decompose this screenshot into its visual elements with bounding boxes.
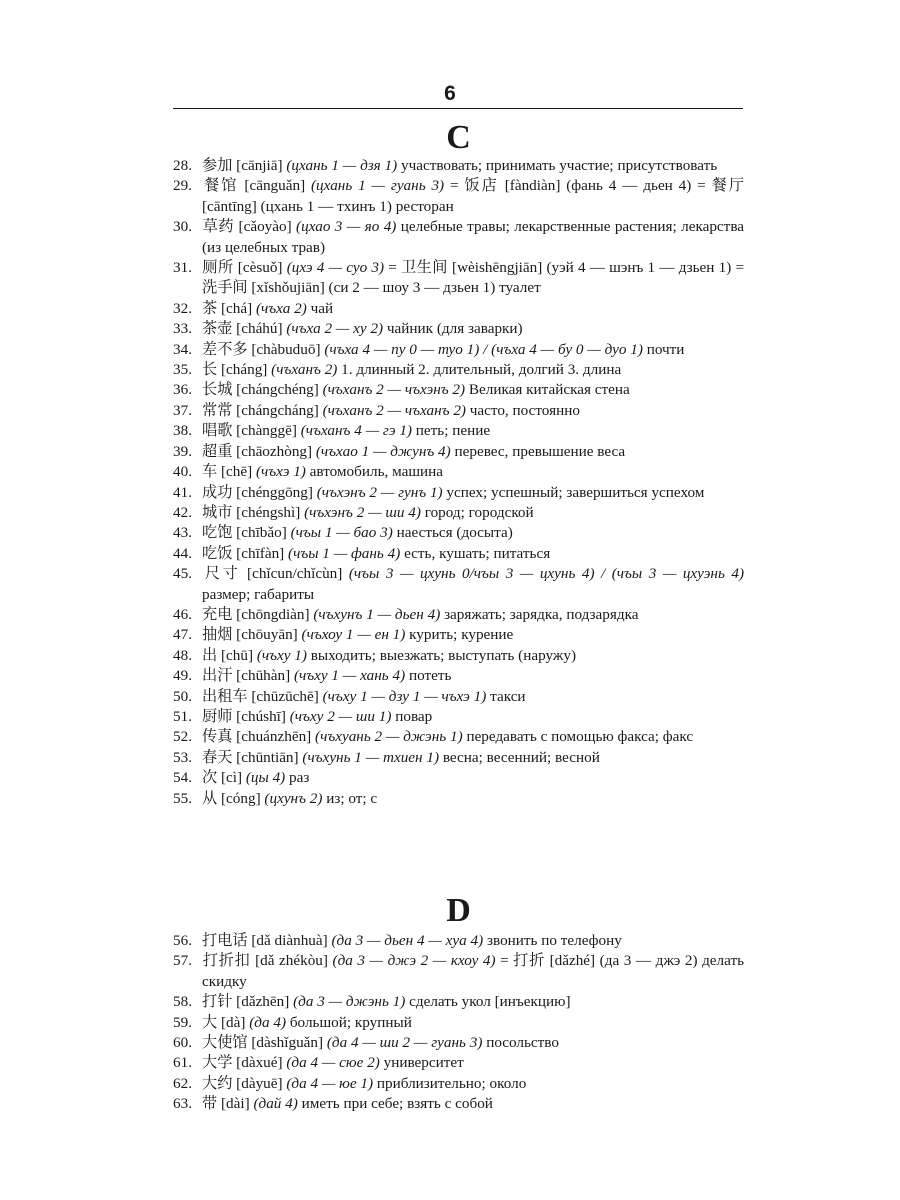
entry-number: 60. [173, 1034, 192, 1052]
entry-pinyin: [chéngshì] [236, 503, 301, 521]
section-letter: C [446, 119, 471, 156]
dictionary-entry [173, 360, 744, 380]
entry-hanzi: 打电话 [202, 932, 248, 949]
entry-definition: повар [395, 707, 433, 725]
entry-pinyin: [chénggōng] [236, 483, 313, 501]
entry-definition: иметь при себе; взять с собой [301, 1095, 493, 1113]
entry-number: 36. [173, 381, 192, 399]
entry-transcription: (чъханъ 4 — гэ 1) [300, 422, 412, 440]
entry-hanzi: 城市 [202, 503, 233, 521]
entry-hanzi: 唱歌 [202, 422, 233, 440]
entry-hanzi: 吃饭 [202, 544, 233, 562]
entry-definition: из; от; с [326, 789, 378, 807]
entry-definition: весна; весенний; весной [442, 748, 600, 766]
entry-transcription: (цхао 3 — яо 4) [296, 218, 397, 236]
entry-transcription: (цхань 1 — дзя 1) [286, 157, 398, 174]
entry-definition: заряжать; зарядка, подзарядка [444, 605, 639, 623]
entry-definition: чайник (для заварки) [386, 320, 523, 338]
dictionary-entry [173, 625, 744, 645]
entry-hanzi: 厕所 [202, 259, 234, 277]
dictionary-entry [173, 687, 744, 707]
entry-transcription: (чъхунь 1 — тхиен 1) [302, 748, 440, 766]
entry-pinyin: [cì] [220, 769, 243, 787]
dictionary-entry [173, 707, 744, 727]
entry-pinyin: [chǐcun/chǐcùn] [247, 565, 343, 583]
entry-number: 33. [173, 320, 192, 338]
dictionary-entry [173, 462, 744, 482]
entry-definition: передавать с помощью факса; факс [466, 728, 694, 746]
dictionary-entry [173, 483, 744, 503]
entry-number: 57. [173, 952, 192, 970]
entry-number: 38. [173, 422, 192, 440]
entry-pinyin: [chīfàn] [236, 544, 285, 562]
dictionary-entry [173, 605, 744, 625]
entry-definition: = 打折 [dǎzhé] (да 3 — джэ 2) делать скидку [202, 952, 745, 990]
entry-transcription: (дай 4) [253, 1095, 298, 1113]
entry-hanzi: 抽烟 [202, 626, 233, 644]
entry-pinyin: [chángcháng] [236, 401, 319, 419]
entry-number: 37. [173, 401, 192, 419]
dictionary-entry [173, 951, 744, 992]
section-d [173, 893, 744, 1115]
dictionary-entry [173, 258, 744, 299]
entry-transcription: (чъхао 1 — джунъ 4) [315, 442, 451, 460]
entry-definition: есть, кушать; питаться [404, 544, 551, 562]
entry-definition: Великая китайская стена [468, 381, 630, 399]
entry-number: 52. [173, 728, 192, 746]
entry-number: 49. [173, 667, 192, 685]
entry-pinyin: [dǎ diànhuà] [251, 932, 328, 949]
entry-number: 50. [173, 687, 192, 705]
entry-hanzi: 厨师 [202, 707, 233, 725]
entry-definition: потеть [408, 667, 452, 685]
entry-number: 32. [173, 299, 192, 317]
entry-transcription: (да 3 — джэнь 1) [293, 993, 406, 1011]
entry-definition: участвовать; принимать участие; присутствовать [400, 157, 718, 174]
entry-number: 34. [173, 340, 192, 358]
entry-number: 59. [173, 1013, 192, 1031]
entry-number: 47. [173, 626, 192, 644]
entry-definition: автомобиль, машина [309, 463, 444, 481]
entry-pinyin: [chūzūchē] [251, 687, 319, 705]
entry-hanzi: 茶壶 [202, 320, 233, 338]
dictionary-entry [173, 319, 744, 339]
entry-transcription: (чъхуань 2 — джэнь 1) [315, 728, 463, 746]
entry-hanzi: 打针 [202, 993, 233, 1011]
entry-pinyin: [chībǎo] [236, 524, 287, 542]
entry-hanzi: 参加 [202, 157, 233, 174]
entry-pinyin: [cóng] [220, 789, 261, 807]
entry-number: 28. [173, 157, 192, 174]
entry-definition: город; городской [424, 503, 534, 521]
entry-pinyin: [cèsuǒ] [237, 259, 283, 277]
entry-definition: перевес, превышение веса [454, 442, 626, 460]
dictionary-entry [173, 1053, 744, 1073]
dictionary-entry [173, 748, 744, 768]
dictionary-entry [173, 176, 744, 217]
entry-definition: часто, постоянно [469, 401, 580, 419]
dictionary-entry [173, 156, 744, 176]
dictionary-entry [173, 789, 744, 809]
entry-pinyin: [cǎoyào] [238, 218, 292, 236]
entry-transcription: (чъханъ 2 — чъханъ 2) [322, 401, 466, 419]
entry-transcription: (чъы 1 — бао 3) [290, 524, 393, 542]
entry-hanzi: 茶 [202, 299, 218, 317]
entry-list [173, 156, 744, 809]
entry-number: 30. [173, 218, 192, 236]
entry-pinyin: [dǎzhēn] [236, 993, 290, 1011]
entry-pinyin: [dàshǐguǎn] [251, 1034, 324, 1052]
entry-definition: сделать укол [инъекцию] [409, 993, 571, 1011]
entry-transcription: (чъха 2 — ху 2) [286, 320, 384, 338]
entry-hanzi: 充电 [202, 605, 233, 623]
entry-number: 35. [173, 361, 192, 379]
entry-definition: раз [289, 769, 310, 787]
entry-hanzi: 春天 [202, 748, 233, 766]
entry-transcription: (да 4 — ши 2 — гуань 3) [326, 1034, 483, 1052]
entry-definition: приблизительно; около [376, 1074, 527, 1092]
entry-transcription: (чъху 1) [256, 646, 307, 664]
entry-hanzi: 常常 [202, 401, 233, 419]
entry-transcription: (чъху 1 — дзу 1 — чъхэ 1) [322, 687, 487, 705]
entry-number: 41. [173, 483, 192, 501]
dictionary-entry [173, 503, 744, 523]
entry-hanzi: 车 [202, 463, 218, 481]
dictionary-entry [173, 931, 744, 951]
entry-pinyin: [cānguǎn] [244, 177, 306, 195]
dictionary-entry [173, 340, 744, 360]
entry-number: 58. [173, 993, 192, 1011]
dictionary-entry [173, 442, 744, 462]
section-c [173, 120, 744, 809]
entry-transcription: (чъхунъ 1 — дьен 4) [313, 605, 441, 623]
entry-number: 43. [173, 524, 192, 542]
entry-pinyin: [chāozhòng] [236, 442, 313, 460]
entry-number: 55. [173, 789, 192, 807]
entry-hanzi: 餐馆 [202, 177, 239, 195]
dictionary-entry [173, 299, 744, 319]
entry-transcription: (чъха 2) [255, 299, 307, 317]
entry-transcription: (цхань 1 — гуань 3) [311, 177, 445, 195]
entry-pinyin: [chē] [220, 463, 253, 481]
dictionary-entry [173, 421, 744, 441]
entry-hanzi: 出 [202, 646, 218, 664]
dictionary-entry [173, 1013, 744, 1033]
dictionary-entry [173, 646, 744, 666]
entry-pinyin: [chūntiān] [236, 748, 299, 766]
entry-hanzi: 超重 [202, 442, 233, 460]
entry-transcription: (да 4) [249, 1013, 287, 1031]
entry-number: 56. [173, 932, 192, 949]
entry-definition: целебные травы; лекарственные растения; лекарства (из целебных трав) [202, 218, 745, 256]
entry-number: 61. [173, 1054, 192, 1072]
dictionary-entry [173, 1033, 744, 1053]
entry-transcription: (чъы 3 — цхунь 0/чъы 3 — цхунь 4) / (чъы 3 — цхуэнь 4) [348, 565, 745, 583]
entry-number: 45. [173, 565, 192, 583]
dictionary-entry [173, 768, 744, 788]
dictionary-entry [173, 217, 744, 258]
entry-definition: успех; успешный; завершиться успехом [446, 483, 705, 501]
entry-number: 46. [173, 605, 192, 623]
section-letter: D [446, 892, 471, 929]
entry-transcription: (чъхоу 1 — ен 1) [301, 626, 406, 644]
entry-number: 42. [173, 503, 192, 521]
dictionary-entry [173, 401, 744, 421]
entry-transcription: (чъхэнъ 2 — гунъ 1) [316, 483, 443, 501]
entry-number: 63. [173, 1095, 192, 1113]
entry-pinyin: [dàxué] [236, 1054, 283, 1072]
dictionary-entry [173, 564, 744, 605]
entry-hanzi: 从 [202, 789, 218, 807]
entry-pinyin: [chúshī] [236, 707, 286, 725]
entry-pinyin: [chángchéng] [236, 381, 319, 399]
entry-definition: курить; курение [409, 626, 514, 644]
entry-transcription: (чъханъ 2 — чъхэнъ 2) [322, 381, 466, 399]
entry-hanzi: 尺寸 [202, 565, 241, 583]
entry-transcription: (цы 4) [245, 769, 286, 787]
entry-hanzi: 大使馆 [202, 1034, 248, 1052]
entry-pinyin: [chū] [220, 646, 254, 664]
dictionary-entry [173, 1074, 744, 1094]
dictionary-entry [173, 727, 744, 747]
entry-hanzi: 长 [202, 361, 218, 379]
entry-pinyin: [chōuyān] [236, 626, 298, 644]
entry-pinyin: [dǎ zhékòu] [255, 952, 328, 970]
entry-definition: посольство [486, 1034, 559, 1052]
entry-hanzi: 差不多 [202, 340, 248, 358]
entry-definition: 1. длинный 2. длительный, долгий 3. длина [341, 361, 622, 379]
entry-definition: = 饭店 [fàndiàn] (фань 4 — дьен 4) = 餐厅 [cāntīng] (цхань 1 — тхинъ 1) ресторан [202, 177, 745, 215]
entry-hanzi: 大 [202, 1013, 218, 1031]
entry-definition: наесться (досыта) [396, 524, 513, 542]
entry-hanzi: 长城 [202, 381, 233, 399]
entry-number: 40. [173, 463, 192, 481]
entry-number: 48. [173, 646, 192, 664]
entry-transcription: (цхунъ 2) [264, 789, 323, 807]
entry-hanzi: 次 [202, 769, 218, 787]
entry-transcription: (чъха 4 — пу 0 — туо 1) / (чъха 4 — бу 0 — дуо 1) [324, 340, 643, 358]
entry-hanzi: 出汗 [202, 667, 233, 685]
entry-definition: петь; пение [415, 422, 491, 440]
entry-number: 44. [173, 544, 192, 562]
entry-definition: университет [383, 1054, 464, 1072]
entry-definition: большой; крупный [289, 1013, 412, 1031]
entry-transcription: (чъхэ 1) [255, 463, 306, 481]
entry-transcription: (да 4 — сюе 2) [286, 1054, 380, 1072]
entry-hanzi: 草药 [202, 218, 235, 236]
entry-pinyin: [cháng] [220, 361, 268, 379]
entry-definition: чай [310, 299, 334, 317]
entry-number: 29. [173, 177, 192, 195]
entry-number: 31. [173, 259, 192, 277]
entry-pinyin: [dàyuē] [236, 1074, 283, 1092]
entry-pinyin: [chá] [220, 299, 253, 317]
entry-hanzi: 大学 [202, 1054, 233, 1072]
entry-definition: почти [646, 340, 685, 358]
entry-number: 39. [173, 442, 192, 460]
dictionary-entry [173, 666, 744, 686]
entry-number: 54. [173, 769, 192, 787]
entry-pinyin: [dà] [220, 1013, 246, 1031]
dictionary-entry [173, 544, 744, 564]
entry-transcription: (да 3 — дьен 4 — хуа 4) [331, 932, 484, 949]
entry-pinyin: [chàbuduō] [251, 340, 321, 358]
entry-transcription: (чъы 1 — фань 4) [288, 544, 401, 562]
page-number: 6 [444, 82, 456, 105]
header-rule [173, 108, 743, 109]
entry-hanzi: 成功 [202, 483, 233, 501]
entry-transcription: (да 4 — юе 1) [286, 1074, 374, 1092]
entry-transcription: (чъханъ 2) [271, 361, 338, 379]
entry-transcription: (да 3 — джэ 2 — кхоу 4) [332, 952, 496, 970]
dictionary-entry [173, 523, 744, 543]
entry-definition: звонить по телефону [487, 932, 622, 949]
entry-hanzi: 传真 [202, 728, 233, 746]
entry-hanzi: 吃饱 [202, 524, 233, 542]
entry-transcription: (чъху 1 — хань 4) [293, 667, 406, 685]
entry-definition: = 卫生间 [wèishēngjiān] (уэй 4 — шэнъ 1 — дзьен 1) = 洗手间 [xǐshǒujiān] (си 2 — шоу 3 — дзьен 1) туалет [202, 259, 745, 297]
entry-pinyin: [cháhú] [236, 320, 283, 338]
entry-hanzi: 大约 [202, 1074, 233, 1092]
entry-hanzi: 带 [202, 1095, 218, 1113]
entry-number: 53. [173, 748, 192, 766]
entry-number: 51. [173, 707, 192, 725]
entry-pinyin: [chūhàn] [236, 667, 291, 685]
entry-definition: выходить; выезжать; выступать (наружу) [310, 646, 577, 664]
entry-definition: размер; габариты [202, 585, 315, 603]
entry-transcription: (чъхэнъ 2 — ши 4) [304, 503, 421, 521]
entry-pinyin: [chuánzhēn] [236, 728, 312, 746]
entry-pinyin: [cānjiā] [236, 157, 283, 174]
entry-list [173, 931, 744, 1115]
entry-transcription: (чъху 2 — ши 1) [289, 707, 392, 725]
entry-pinyin: [chànggē] [236, 422, 297, 440]
entry-hanzi: 打折扣 [202, 952, 251, 970]
dictionary-entry [173, 1094, 744, 1114]
entry-pinyin: [dài] [220, 1095, 250, 1113]
entry-pinyin: [chōngdiàn] [236, 605, 310, 623]
entry-definition: такси [490, 687, 526, 705]
entry-hanzi: 出租车 [202, 687, 248, 705]
entry-transcription: (цхэ 4 — суо 3) [286, 259, 385, 277]
entry-number: 62. [173, 1074, 192, 1092]
dictionary-entry [173, 992, 744, 1012]
dictionary-entry [173, 380, 744, 400]
